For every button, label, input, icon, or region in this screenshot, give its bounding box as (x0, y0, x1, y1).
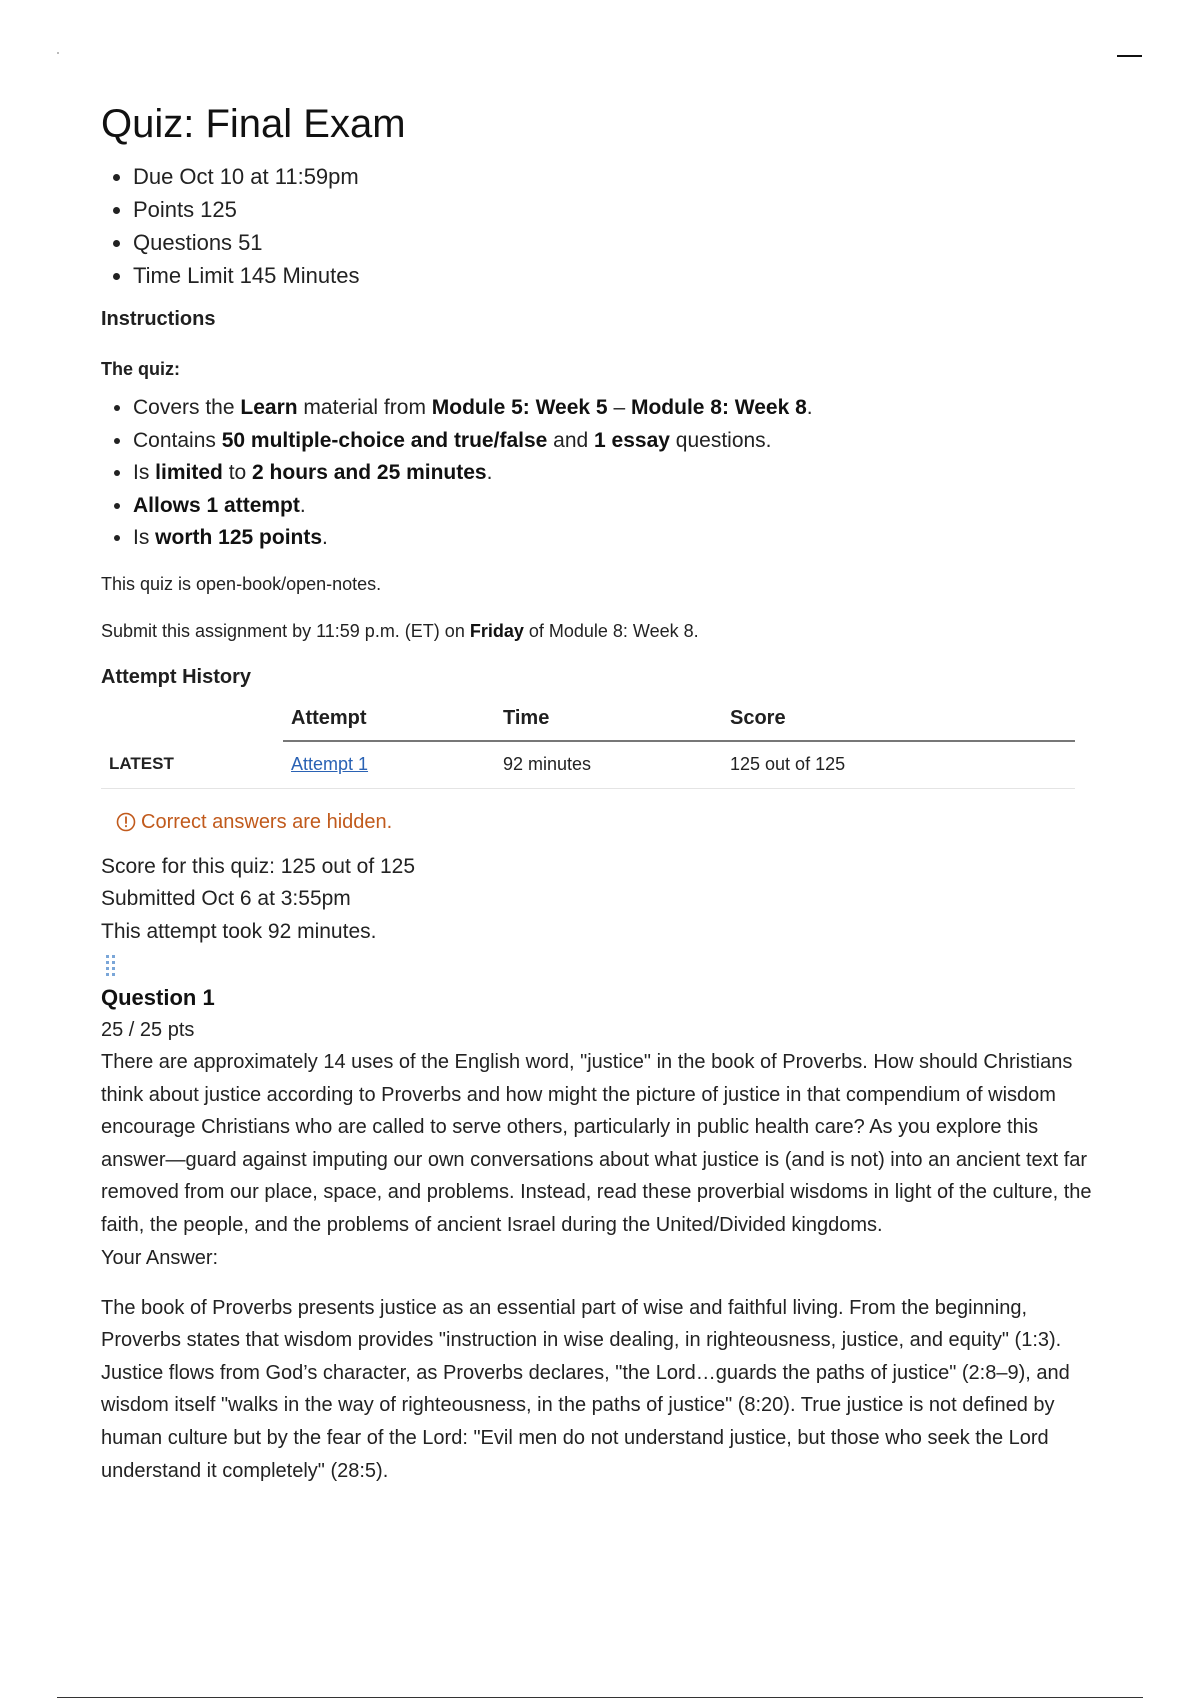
column-header-status (101, 698, 283, 741)
attempt-cell (283, 741, 495, 789)
instruction-item (133, 392, 1101, 425)
score-line: Score for this quiz: 125 out of 125 (101, 854, 416, 878)
column-header-score: Score (722, 698, 1075, 741)
table-row (101, 741, 1075, 789)
instructions-list (101, 392, 1101, 555)
text-segment: questions. (669, 428, 772, 452)
text-segment: Covers the (133, 396, 241, 419)
meta-questions: • Questions 51 (133, 226, 1101, 259)
minimize-dash[interactable] (1117, 55, 1142, 57)
instructions-heading: Instructions (101, 308, 216, 330)
text-segment: . (806, 396, 813, 419)
column-header-time: Time (495, 698, 722, 741)
question-points: 25 / 25 pts (101, 1019, 195, 1041)
column-header-attempt: Attempt (283, 698, 495, 741)
hidden-note-text: Correct answers are hidden. (141, 810, 393, 833)
text-segment: Submit this assignment by 11:59 p.m. (ET) on (101, 620, 470, 641)
latest-label: LATEST (101, 741, 283, 789)
text-segment: Contains (133, 428, 222, 452)
text-segment: – (607, 396, 631, 419)
attempt-history-table (101, 698, 1075, 789)
text-segment: of Module 8: Week 8. (523, 620, 699, 641)
bold-text: 1 essay (594, 428, 670, 452)
quiz-meta-list (101, 160, 1101, 292)
bold-text: Friday (469, 620, 524, 641)
instruction-item (133, 457, 1101, 490)
table-header-row (101, 698, 1075, 741)
submitted-line: Submitted Oct 6 at 3:55pm (101, 887, 351, 910)
score-cell: 125 out of 125 (722, 741, 1075, 789)
question-title: Question 1 (101, 985, 215, 1010)
text-segment: Is (133, 526, 156, 549)
text-segment: material from (297, 396, 432, 419)
quiz-subheading: The quiz: (101, 359, 180, 379)
drag-handle-icon[interactable] (105, 954, 117, 978)
attempt-1-link[interactable]: Attempt 1 (291, 754, 369, 774)
text-segment: . (322, 526, 328, 549)
bold-text: 2 hours and 25 minutes (252, 461, 487, 484)
page-title: Quiz: Final Exam (101, 102, 406, 146)
your-answer-label: Your Answer: (101, 1246, 219, 1269)
bold-text: worth 125 points (155, 526, 323, 549)
question-text: There are approximately 14 uses of the English word, "justice" in the book of Proverbs. How should Christians think about justice according to Proverbs and how might the picture of justice in that compendium of wisdom encourage Christians who are called to serve others, particularly in public health care? As you explore this answer—guard against imputing our own conversations about what justice is (and is not) into an ancient text far removed from our place, space, and problems. Instead, read these proverbial wisdoms in light of the culture, the faith, the people, and the problems of ancient Israel during the United/Divided kingdoms. (101, 1051, 1092, 1236)
bottom-divider (57, 1697, 1143, 1698)
score-summary (101, 851, 1101, 949)
meta-time-limit: • Time Limit 145 Minutes (133, 259, 1101, 292)
attempt-history-heading: Attempt History (101, 665, 252, 688)
bold-text: Learn (240, 396, 298, 419)
correct-answers-hidden-note (116, 807, 1101, 837)
quiz-content (101, 96, 1101, 1487)
warning-icon (116, 812, 136, 832)
bold-text: Allows 1 attempt (133, 493, 300, 517)
meta-due: • Due Oct 10 at 11:59pm (133, 160, 1101, 193)
text-segment: to (222, 461, 253, 484)
instruction-item (133, 425, 1101, 458)
bold-text: Module 8: Week 8 (630, 396, 807, 419)
bold-text: 50 multiple-choice and true/false (221, 428, 548, 452)
duration-line: This attempt took 92 minutes. (101, 919, 377, 943)
time-cell: 92 minutes (495, 741, 722, 789)
bold-text: Module 5: Week 5 (431, 396, 608, 419)
submit-note (101, 616, 1101, 646)
text-segment: . (299, 493, 306, 517)
answer-text: The book of Proverbs presents justice as an essential part of wise and faithful living. From the beginning, Proverbs states that wisdom provides "instruction in wise dealing, in righteousness, justice, and equity" (1:3). Justice flows from God’s character, as Proverbs declares, "the Lord…guards the paths of justice" (2:8–9), and wisdom itself "walks in the way of righteousness, in the paths of justice" (8:20). True justice is not defined by human culture but by the fear of the Lord: "Evil men do not understand justice, but those who seek the Lord understand it completely" (28:5). (101, 1296, 1070, 1482)
instruction-item (133, 522, 1101, 555)
open-book-note: This quiz is open-book/open-notes. (101, 573, 382, 594)
bold-text: limited (155, 461, 223, 484)
instruction-item (133, 490, 1101, 523)
text-segment: Is (133, 461, 156, 484)
text-segment: . (486, 461, 493, 484)
text-segment: and (547, 428, 595, 452)
page-dot (57, 52, 59, 54)
meta-points: • Points 125 (133, 193, 1101, 226)
